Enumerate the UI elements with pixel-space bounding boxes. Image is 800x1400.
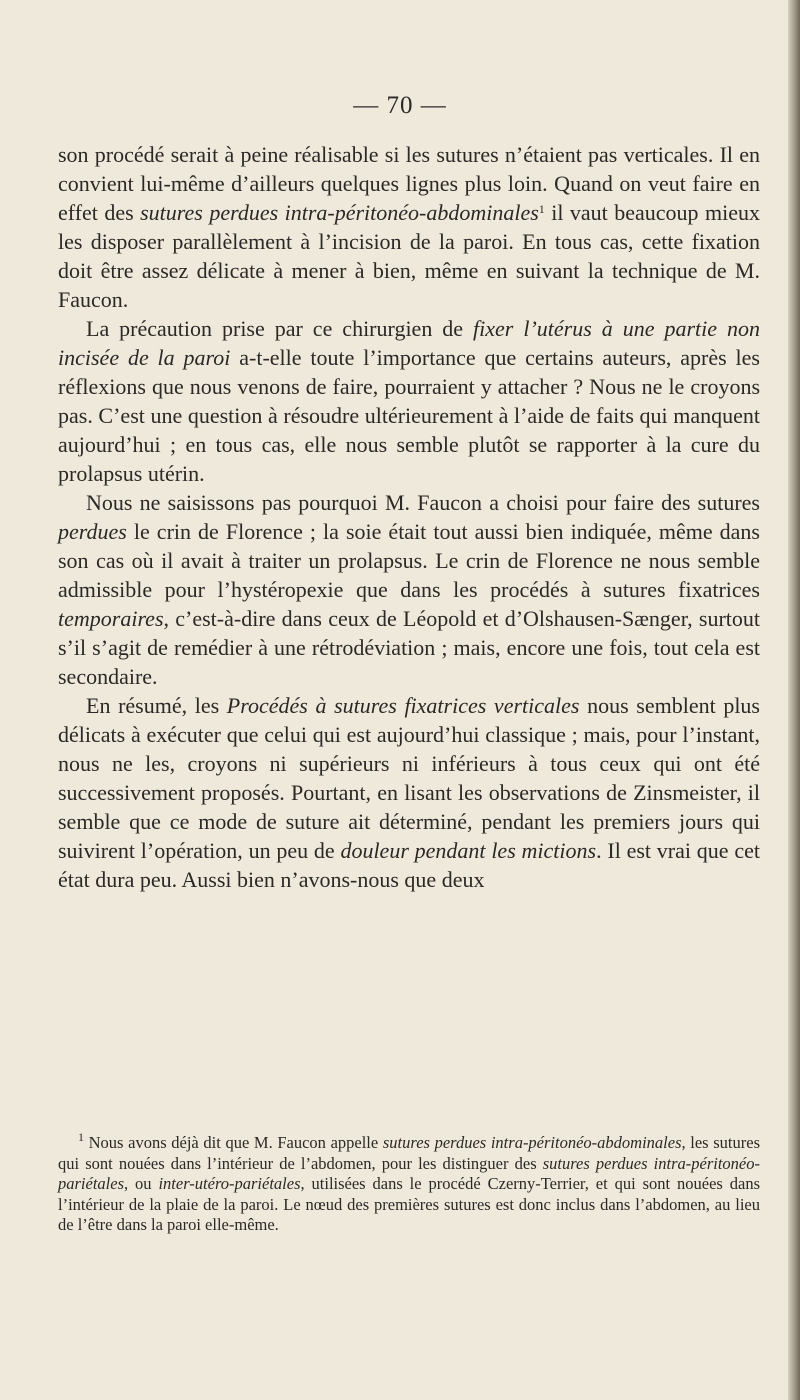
text-run: Nous ne saisissons pas pourquoi M. Faucon a choisi pour faire des sutures bbox=[86, 490, 760, 515]
italic-text: Procédés à sutures fixatrices verticales bbox=[226, 693, 580, 718]
body-text bbox=[58, 140, 760, 894]
footnote-marker: 1 bbox=[78, 1130, 84, 1144]
page-edge-shadow bbox=[788, 0, 800, 1400]
italic-text: douleur pendant les mictions bbox=[340, 838, 597, 863]
italic-text: inter-utéro-pariétales bbox=[158, 1174, 301, 1193]
text-run: son procédé serait à peine réalisable si les sutures n’étaient pas verticales. Il en convient lui-même d’ailleurs quelques lignes plus loin. Quand on veut faire en effet des bbox=[58, 142, 760, 225]
text-run: , les sutures qui sont nouées dans l’intérieur de l’abdomen, pour les distinguer des bbox=[58, 1133, 760, 1173]
footnote-text bbox=[58, 1130, 760, 1236]
italic-text: temporaires bbox=[58, 606, 164, 631]
italic-text: sutures perdues intra-péritonéo-pariétales bbox=[58, 1153, 760, 1193]
text-run: a-t-elle toute l’importance que certains auteurs, après les réflexions que nous venons de faire, pourraient y attacher ? Nous ne le croyons pas. C’est une question à résoudre ultérieurement à l’aide de faits qui manquent aujourd’hui ; en tous cas, elle nous semble plutôt se rapporter à la cure du prolapsus utérin. bbox=[58, 345, 760, 486]
text-run: , ou bbox=[124, 1174, 159, 1193]
footnote bbox=[58, 1130, 760, 1236]
paragraph bbox=[58, 488, 760, 691]
paragraph bbox=[58, 314, 760, 488]
text-run: le crin de Florence ; la soie était tout aussi bien indiquée, même dans son cas où il avait à traiter un prolapsus. Le crin de Florence ne nous semble admissible pour l’hystéropexie que dans les procédés à sutures fixatrices bbox=[58, 519, 760, 602]
text-run: il vaut beaucoup mieux les disposer parallèlement à l’incision de la paroi. En tous cas, cette fixation doit être assez délicate à mener à bien, même en suivant la technique de M. Faucon. bbox=[58, 200, 760, 312]
text-run: . Il est vrai que cet état dura peu. Aussi bien n’avons-nous que deux bbox=[58, 838, 760, 892]
text-run: , c’est-à-dire dans ceux de Léopold et d’Olshausen-Sænger, surtout s’il s’agit de remédier à une rétrodéviation ; mais, encore une fois, tout cela est secondaire. bbox=[58, 606, 760, 689]
text-run: Nous avons déjà dit que M. Faucon appelle bbox=[84, 1133, 383, 1152]
text-run: nous semblent plus délicats à exécuter que celui qui est aujourd’hui classique ; mais, pour l’instant, nous ne les, croyons ni supérieurs ni inférieurs à tous ceux qui ont été successivement proposés. Pourtant, en lisant les observations de Zinsmeister, il semble que ce mode de suture ait déterminé, pendant les premiers jours qui suivirent l’opération, un peu de bbox=[58, 693, 760, 863]
italic-text: sutures perdues intra-péritonéo-abdominales bbox=[140, 200, 539, 225]
text-run: En résumé, les bbox=[86, 693, 227, 718]
italic-text: perdues bbox=[58, 519, 127, 544]
page-number: — 70 — bbox=[353, 92, 447, 119]
paragraph bbox=[58, 140, 760, 314]
text-run: , utilisées dans le procédé Czerny-Terrier, et qui sont nouées dans l’intérieur de la plaie de la paroi. Le nœud des premières sutures est donc inclus dans l’abdomen, au lieu de l’être dans la paroi elle-même. bbox=[58, 1174, 760, 1234]
paragraph bbox=[58, 691, 760, 894]
italic-text: sutures perdues intra-péritonéo-abdominales bbox=[382, 1133, 682, 1152]
text-run: La précaution prise par ce chirurgien de bbox=[86, 316, 474, 341]
italic-text: fixer l’utérus à une partie non incisée de la paroi bbox=[58, 316, 760, 370]
footnote-marker: 1 bbox=[538, 202, 545, 216]
